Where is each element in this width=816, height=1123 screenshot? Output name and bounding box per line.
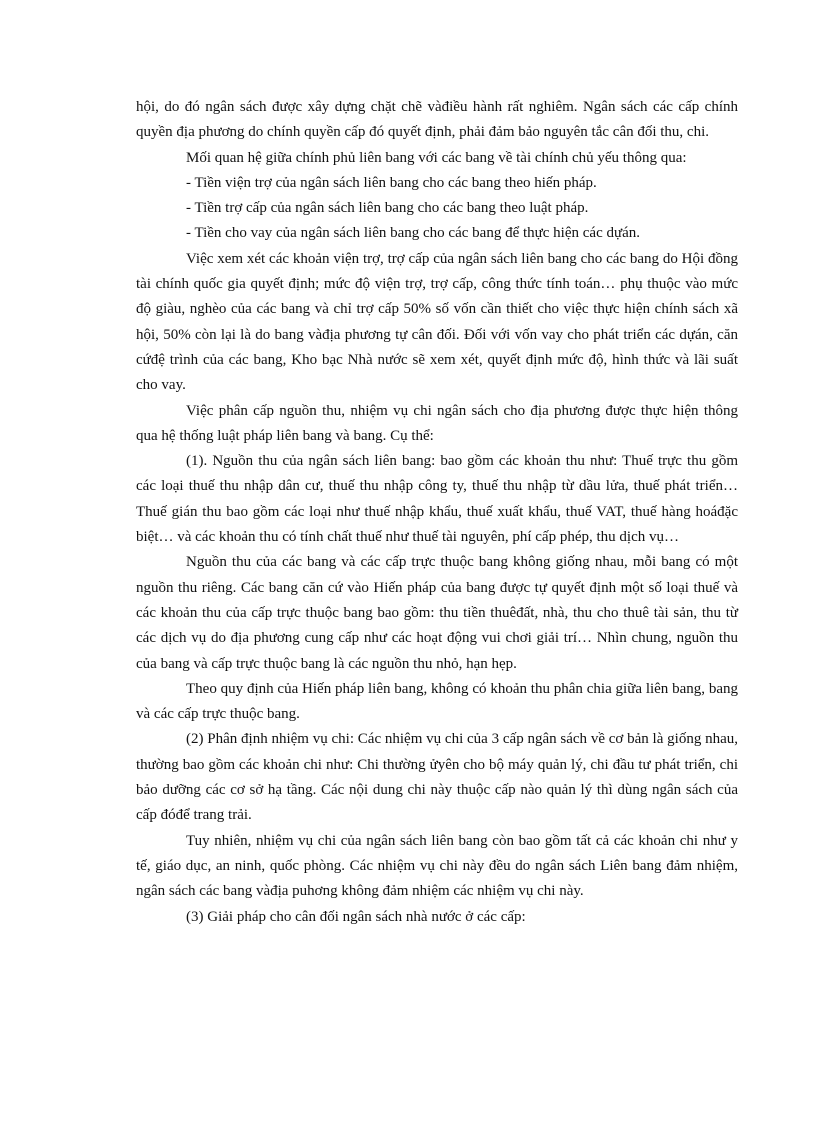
paragraph: Việc xem xét các khoản viện trợ, trợ cấp của ngân sách liên bang cho các bang do Hội đồng tài chính quốc gia quyết định; mức độ viện trợ, trợ cấp, công thức tính toán… phụ thuộc vào mức độ giàu, nghèo của các bang và chỉ trợ cấp 50% số vốn cần thiết cho việc thực hiện chính sách xã hội, 50% còn lại là do bang vàđịa phương tự cân đối. Đối với vốn vay cho phát triển các dựán, căn cứđệ trình của các bang, Kho bạc Nhà nước sẽ xem xét, quyết định mức độ, hình thức và lãi suất cho vay. (136, 250, 738, 394)
paragraph: (2) Phân định nhiệm vụ chi: Các nhiệm vụ chi của 3 cấp ngân sách về cơ bản là giống nhau, thường bao gồm các khoản chi như: Chi thường ửyên cho bộ máy quản lý, chi đầu tư phát triển, chi bảo dưỡng các cơ sở hạ tầng. Các nội dung chi này thuộc cấp nào quản lý thì dùng ngân sách của cấp đóđể trang trải. (136, 731, 738, 824)
paragraph: Mối quan hệ giữa chính phủ liên bang với các bang về tài chính chủ yếu thông qua: (186, 149, 687, 166)
paragraph: (1). Nguồn thu của ngân sách liên bang: bao gồm các khoản thu như: Thuế trực thu gồm các loại thuế thu nhập dân cư, thuế thu nhập công ty, thuế thu nhập từ dầu lửa, thuế phát triển…Thuế gián thu bao gồm các loại như thuế nhập khẩu, thuế xuất khẩu, thuế VAT, thuế hàng hoáđặc biệt… và các khoản thu có tính chất thuế như thuế tài nguyên, phí cấp phép, thu dịch vụ… (136, 453, 738, 546)
paragraph: Theo quy định của Hiến pháp liên bang, không có khoản thu phân chia giữa liên bang, bang và các cấp trực thuộc bang. (136, 680, 738, 723)
list-item: - Tiền trợ cấp của ngân sách liên bang cho các bang theo luật pháp. (186, 200, 589, 217)
list-item: - Tiền viện trợ của ngân sách liên bang cho các bang theo hiến pháp. (186, 174, 597, 191)
paragraph: Nguồn thu của các bang và các cấp trực thuộc bang không giống nhau, mỗi bang có một nguồn thu riêng. Các bang căn cứ vào Hiến pháp của bang được tự quyết định một số loại thuế và các khoản thu của cấp trực thuộc bang bao gồm: thu tiền thuêđất, nhà, thu cho thuê tài sản, thu từ các dịch vụ do địa phương cung cấp như các hoạt động vui chơi giải trí… Nhìn chung, nguồn thu của bang và cấp trực thuộc bang là các nguồn thu nhỏ, hạn hẹp. (136, 554, 738, 672)
paragraph: (3) Giải pháp cho cân đối ngân sách nhà nước ở các cấp: (186, 908, 526, 925)
paragraph: hội, do đó ngân sách được xây dựng chặt chẽ vàđiều hành rất nghiêm. Ngân sách các cấp chính quyền địa phương do chính quyền cấp đó quyết định, phải đảm bảo nguyên tắc cân đối thu, chi. (136, 99, 738, 141)
document-page (136, 95, 738, 930)
paragraph: Tuy nhiên, nhiệm vụ chi của ngân sách liên bang còn bao gồm tất cả các khoản chi như y tế, giáo dục, an ninh, quốc phòng. Các nhiệm vụ chi này đều do ngân sách Liên bang đảm nhiệm, ngân sách các bang vàđịa puhơng không đảm nhiệm các nhiệm vụ chi này. (136, 832, 738, 900)
list-item: - Tiền cho vay của ngân sách liên bang cho các bang để thực hiện các dựán. (186, 225, 641, 242)
paragraph: Việc phân cấp nguồn thu, nhiệm vụ chi ngân sách cho địa phương được thực hiện thông qua hệ thống luật pháp liên bang và bang. Cụ thể: (136, 402, 738, 444)
